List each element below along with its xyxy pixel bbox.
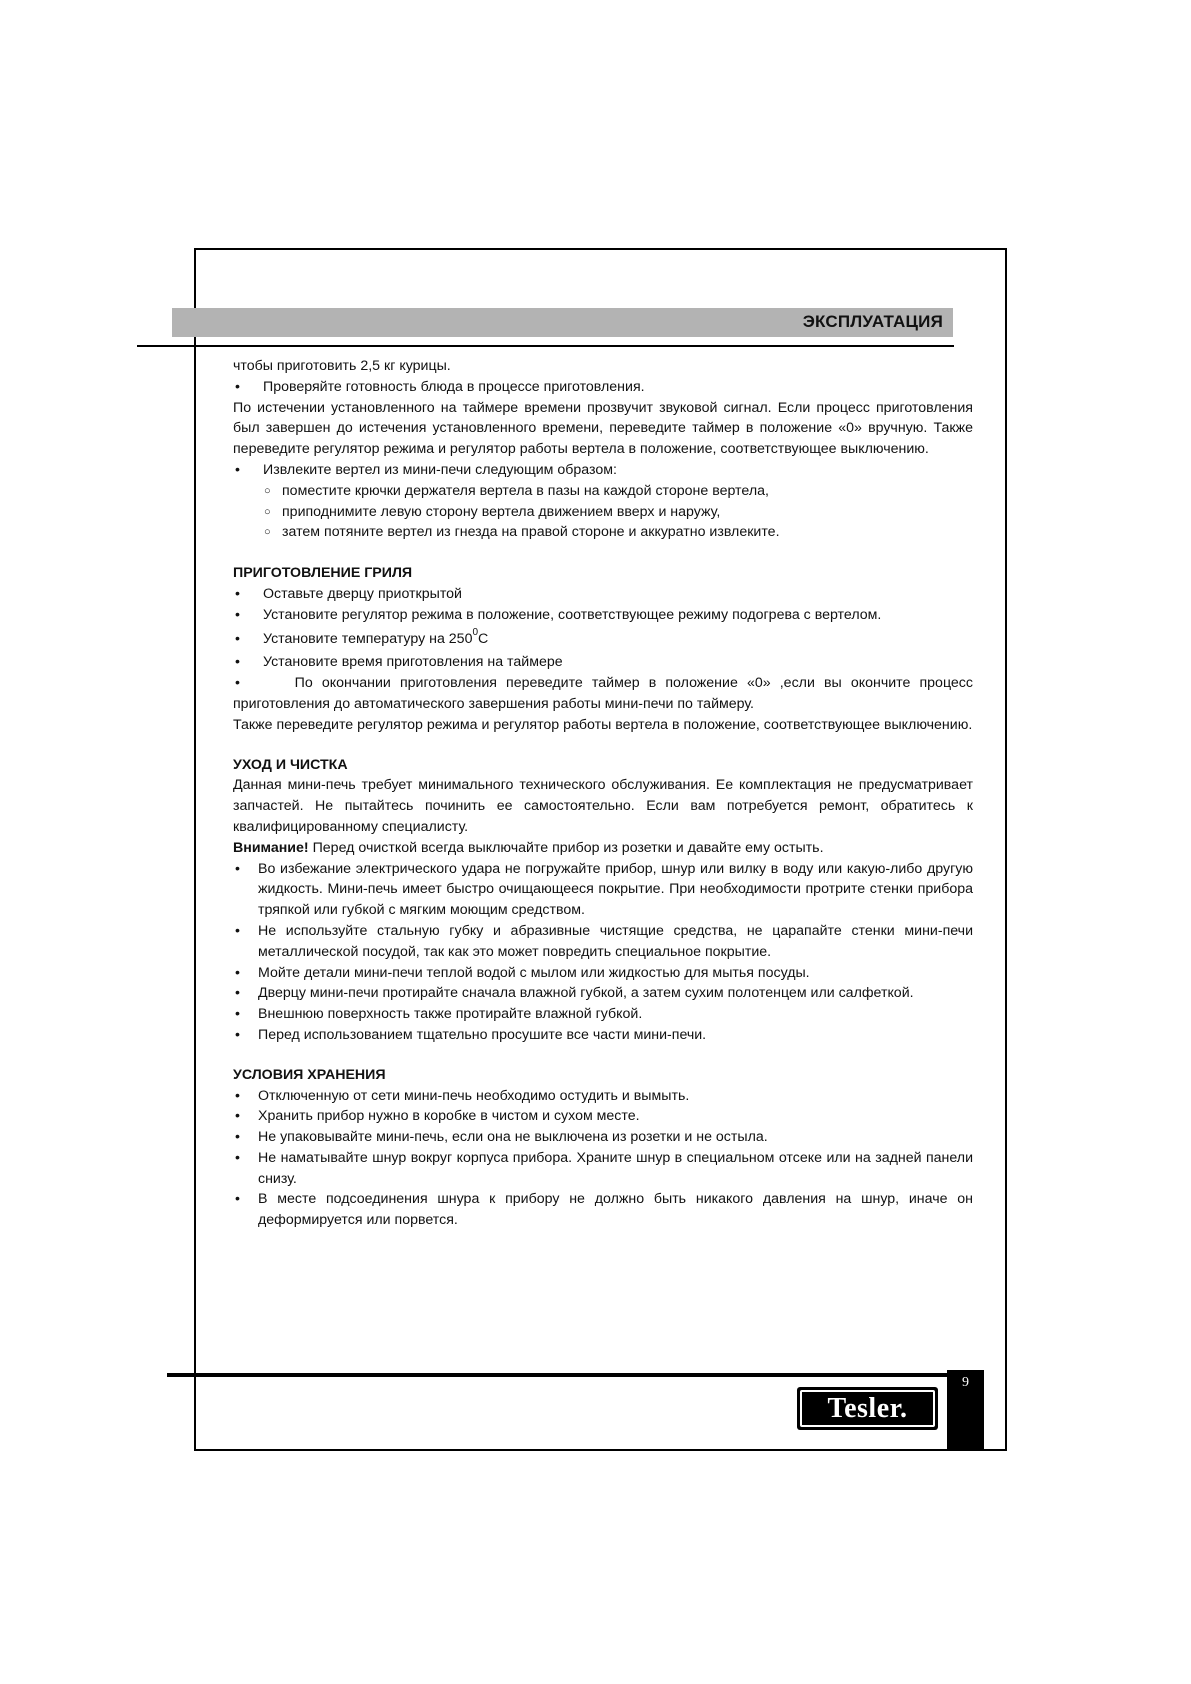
- warning-text: Перед очисткой всегда выключайте прибор из розетки и давайте ему остыть.: [308, 839, 824, 856]
- list-item: • Во избежание электрического удара не погружайте прибор, шнур или вилку в воду или какую-либо другую жидкость. Мини-печь имеет быстро очищающееся покрытие. При необходимости протрите стенки прибора тряпкой или губкой с мягким моющим средством.: [233, 859, 973, 921]
- section-header-title: ЭКСПЛУАТАЦИЯ: [802, 312, 943, 331]
- page-number: 9: [962, 1375, 969, 1390]
- list-item: • Дверцу мини-печи протирайте сначала влажной губкой, а затем сухим полотенцем или салфеткой.: [233, 983, 973, 1004]
- page-content: [233, 356, 973, 1231]
- list-item: • Извлеките вертел из мини-печи следующим образом:: [233, 460, 973, 481]
- list-item: • Установите время приготовления на таймере: [233, 652, 973, 673]
- list-item: • Внешнюю поверхность также протирайте влажной губкой.: [233, 1004, 973, 1025]
- list-item: • Не наматывайте шнур вокруг корпуса прибора. Храните шнур в специальном отсеке или на задней панели снизу.: [233, 1148, 973, 1190]
- page-number-tab: [947, 1370, 984, 1449]
- temperature-unit: С: [478, 630, 489, 647]
- footer-rule: [167, 1373, 950, 1377]
- bullet-icon: •: [235, 675, 295, 692]
- temperature-text: Установите температуру на 250: [263, 630, 473, 647]
- section-title-grill: ПРИГОТОВЛЕНИЕ ГРИЛЯ: [233, 565, 413, 582]
- list-item: • Проверяйте готовность блюда в процессе приготовления.: [233, 377, 973, 398]
- logo-text: Tesler.: [800, 1390, 935, 1427]
- paragraph-inline-bullet: [233, 673, 973, 715]
- warning-paragraph: [233, 838, 973, 859]
- list-item: • Отключенную от сети мини-печь необходимо остудить и вымыть.: [233, 1086, 973, 1107]
- warning-label: Внимание!: [233, 839, 309, 856]
- header-rule: [137, 345, 954, 347]
- sub-list-item: ○ затем потяните вертел из гнезда на правой стороне и аккуратно извлеките.: [233, 522, 973, 543]
- list-item-text: По окончании приготовления переведите таймер в положение «0» ,если вы окончите процесс приготовления до автоматического завершения работы мини-печи по таймеру.: [233, 675, 973, 712]
- paragraph: Данная мини-печь требует минимального технического обслуживания. Ее комплектация не предусматривает запчастей. Не пытайтесь починить ее самостоятельно. Если вам потребуется ремонт, обратитесь к квалифицированному специалисту.: [233, 777, 973, 835]
- list-item: • Не упаковывайте мини-печь, если она не выключена из розетки и не остыла.: [233, 1127, 973, 1148]
- list-item: • Хранить прибор нужно в коробке в чистом и сухом месте.: [233, 1106, 973, 1127]
- degree-superscript: 0: [472, 626, 479, 638]
- paragraph: Также переведите регулятор режима и регулятор работы вертела в положение, соответствующее выключению.: [233, 716, 973, 733]
- sub-list-item: ○ поместите крючки держателя вертела в пазы на каждой стороне вертела,: [233, 481, 973, 502]
- list-item: • Установите регулятор режима в положение, соответствующее режиму подогрева с вертелом.: [233, 605, 973, 626]
- list-item-temperature: [233, 626, 973, 650]
- list-item: • Не используйте стальную губку и абразивные чистящие средства, не царапайте стенки мини-печи металлической посудой, так как это может повредить специальное покрытие.: [233, 921, 973, 963]
- section-title-storage: УСЛОВИЯ ХРАНЕНИЯ: [233, 1066, 386, 1083]
- intro-line: чтобы приготовить 2,5 кг курицы.: [233, 358, 451, 374]
- section-title-care: УХОД И ЧИСТКА: [233, 756, 348, 773]
- section-header-bar: [172, 308, 953, 337]
- list-item: • Мойте детали мини-печи теплой водой с мылом или жидкостью для мытья посуды.: [233, 963, 973, 984]
- list-item: • Оставьте дверцу приоткрытой: [233, 584, 973, 605]
- tesler-logo: [797, 1387, 938, 1430]
- list-item: • В месте подсоединения шнура к прибору не должно быть никакого давления на шнур, иначе он деформируется или порвется.: [233, 1189, 973, 1231]
- paragraph: По истечении установленного на таймере времени прозвучит звуковой сигнал. Если процесс приготовления был завершен до истечения установленного времени, переведите таймер в положение «0» вручную. Также переведите регулятор режима и регулятор работы вертела в положение, соответствующее выключению.: [233, 399, 973, 458]
- list-item: • Перед использованием тщательно просушите все части мини-печи.: [233, 1025, 973, 1046]
- sub-list-item: ○ приподнимите левую сторону вертела движением вверх и наружу,: [233, 502, 973, 523]
